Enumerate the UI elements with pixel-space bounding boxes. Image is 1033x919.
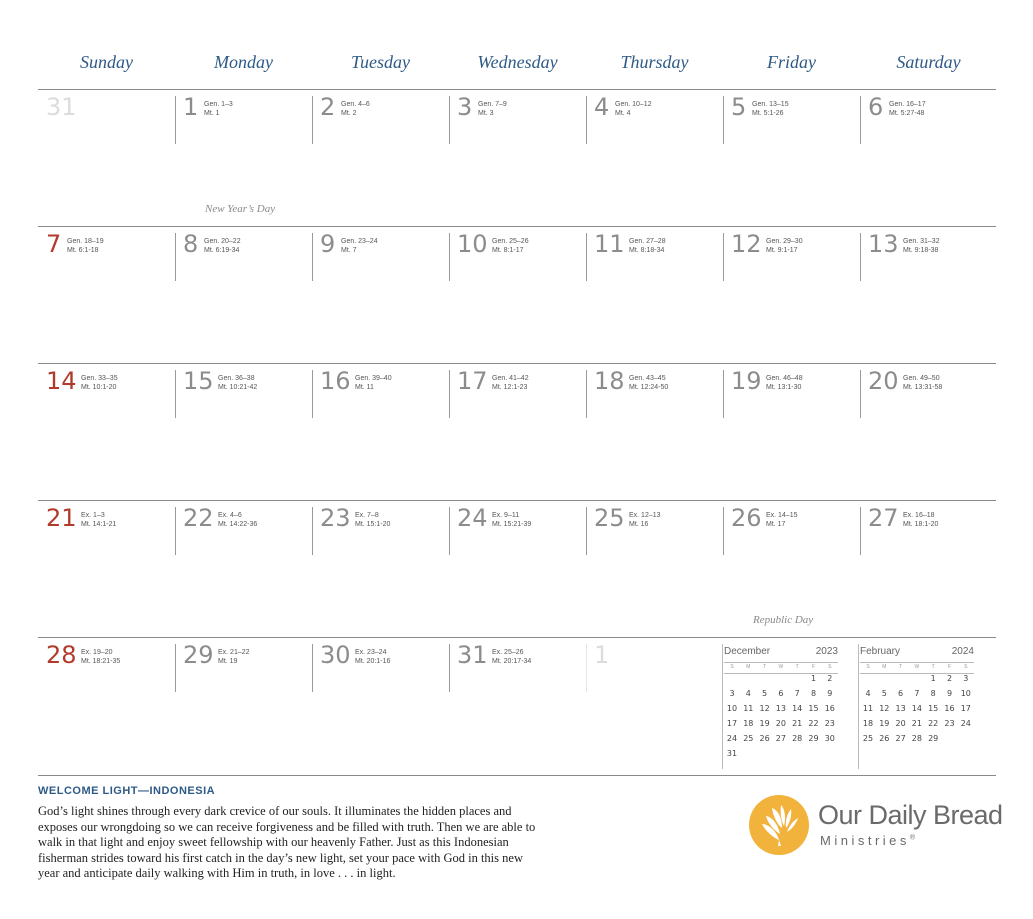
reading-ot: Gen. 27–28: [629, 238, 666, 245]
reading-ot: Gen. 29–30: [766, 238, 803, 245]
day-number: 12: [731, 230, 762, 258]
mini-day: 16: [944, 704, 955, 713]
cell-divider: [723, 507, 724, 555]
mini-weekday: S: [964, 664, 968, 670]
reading-ot: Gen. 41–42: [492, 375, 529, 382]
cell-divider: [586, 96, 587, 144]
mini-day: 7: [914, 689, 920, 698]
mini-day: 4: [865, 689, 871, 698]
mini-day: 19: [879, 719, 890, 728]
mini-day: 29: [928, 734, 939, 743]
mini-day: 26: [879, 734, 890, 743]
cell-divider: [723, 96, 724, 144]
day-cell: [723, 227, 860, 364]
day-number: 5: [731, 93, 747, 121]
bible-reading: [204, 237, 241, 255]
reading-ot: Ex. 19–20: [81, 649, 113, 656]
cell-divider: [312, 370, 313, 418]
reading-nt: Mt. 6:19-34: [204, 247, 240, 254]
mini-day: 13: [775, 704, 786, 713]
mini-calendar-february: [860, 644, 974, 764]
reading-ot: Gen. 23–24: [341, 238, 378, 245]
day-cell: [449, 638, 586, 775]
reading-nt: Mt. 19: [218, 658, 238, 665]
mini-day: 24: [960, 719, 971, 728]
mini-weekday: M: [746, 664, 751, 670]
day-number: 31: [457, 641, 488, 669]
bible-reading: [478, 100, 507, 118]
cell-divider: [175, 507, 176, 555]
bible-reading: [218, 648, 250, 666]
reading-nt: Mt. 15:1-20: [355, 521, 391, 528]
bible-reading: [355, 648, 390, 666]
reading-ot: Gen. 7–9: [478, 101, 507, 108]
weekday-thursday: Thursday: [620, 52, 689, 72]
bible-reading: [81, 648, 120, 666]
cell-divider: [449, 233, 450, 281]
day-cell: [860, 501, 997, 638]
mini-day: 9: [946, 689, 953, 698]
reading-ot: Gen. 16–17: [889, 101, 926, 108]
bible-reading: [903, 237, 940, 255]
mini-calendar-divider: [722, 644, 723, 769]
bible-reading: [629, 237, 666, 255]
day-number: 21: [46, 504, 77, 532]
reading-nt: Mt. 15:21-39: [492, 521, 532, 528]
mini-day: 10: [960, 689, 971, 698]
mini-day: 15: [808, 704, 819, 713]
mini-day: 8: [810, 689, 817, 698]
logo-name: Our Daily Bread: [818, 800, 1003, 830]
day-cell: [723, 90, 860, 227]
day-number: 4: [594, 93, 610, 121]
day-number: 11: [594, 230, 625, 258]
day-number: 1: [183, 93, 199, 121]
reading-nt: Mt. 14:22-36: [218, 521, 258, 528]
mini-day: 22: [808, 719, 819, 728]
mini-day: 9: [827, 689, 833, 698]
mini-day: 27: [775, 734, 786, 743]
bible-reading: [492, 374, 529, 392]
bible-reading: [204, 100, 233, 118]
mini-day: 17: [726, 719, 738, 728]
bible-reading: [629, 511, 661, 529]
holiday-label: Republic Day: [753, 614, 814, 626]
weekday-wednesday: Wednesday: [477, 52, 558, 72]
reading-ot: Gen. 13–15: [752, 101, 789, 108]
mini-day: 5: [881, 689, 887, 698]
mini-weekday: F: [947, 664, 952, 670]
day-number: 14: [46, 367, 77, 395]
mini-day: 2: [827, 674, 833, 683]
mini-day: 18: [743, 719, 754, 728]
mini-weekday: S: [866, 664, 870, 670]
bible-reading: [903, 511, 938, 529]
day-number: 25: [594, 504, 625, 532]
cell-divider: [586, 507, 587, 555]
feature-title: WELCOME LIGHT—INDONESIA: [38, 785, 216, 797]
day-cell: [312, 364, 449, 501]
day-cell: [175, 364, 312, 501]
mini-day: 22: [928, 719, 939, 728]
day-number: 15: [183, 367, 214, 395]
bible-reading: [218, 374, 257, 392]
mini-day: 23: [944, 719, 955, 728]
bible-reading: [766, 237, 803, 255]
reading-ot: Gen. 43–45: [629, 375, 666, 382]
mini-calendar-header: [724, 644, 838, 660]
reading-ot: Gen. 39–40: [355, 375, 392, 382]
reading-ot: Ex. 14–15: [766, 512, 798, 519]
reading-ot: Ex. 9–11: [492, 512, 520, 519]
day-cell: [449, 364, 586, 501]
mini-day: 20: [775, 719, 786, 728]
weekday-sunday: Sunday: [80, 52, 133, 72]
mini-calendar-divider: [858, 644, 859, 769]
bible-reading: [766, 374, 803, 392]
day-cell: [175, 90, 312, 227]
cell-divider: [723, 233, 724, 281]
mini-day: 21: [911, 719, 922, 728]
reading-ot: Gen. 25–26: [492, 238, 529, 245]
day-number: 29: [183, 641, 214, 669]
day-cell: [312, 501, 449, 638]
cell-divider: [449, 507, 450, 555]
bible-reading: [355, 511, 390, 529]
reading-nt: Mt. 8:18-34: [629, 247, 665, 254]
reading-nt: Mt. 9:18-38: [903, 247, 939, 254]
day-number: 24: [457, 504, 488, 532]
day-number: 8: [183, 230, 199, 258]
cell-divider: [312, 233, 313, 281]
day-number: 7: [46, 230, 62, 258]
bible-reading: [492, 237, 529, 255]
day-cell: [38, 90, 175, 227]
day-cell: [586, 90, 723, 227]
mini-day: 23: [824, 719, 835, 728]
mini-day: 13: [895, 704, 906, 713]
reading-nt: Mt. 20:17-34: [492, 658, 532, 665]
day-cell: [586, 638, 723, 775]
cell-divider: [175, 370, 176, 418]
mini-day: 11: [862, 704, 874, 713]
reading-nt: Mt. 10:1-20: [81, 384, 117, 391]
bible-reading: [766, 511, 798, 529]
cell-divider: [312, 507, 313, 555]
day-number: 23: [320, 504, 351, 532]
mini-day: 2: [946, 674, 953, 683]
mini-year: 2024: [951, 646, 974, 657]
day-cell: [312, 227, 449, 364]
mini-day: 27: [895, 734, 906, 743]
cell-divider: [586, 370, 587, 418]
mini-days: [724, 674, 838, 764]
mini-year: 2023: [815, 646, 838, 657]
bible-reading: [629, 374, 668, 392]
day-number: 2: [320, 93, 336, 121]
reading-nt: Mt. 10:21-42: [218, 384, 258, 391]
cell-divider: [860, 233, 861, 281]
mini-weekday-row: [860, 662, 974, 674]
day-cell: [586, 364, 723, 501]
mini-day: 11: [743, 704, 754, 713]
bible-reading: [218, 511, 257, 529]
day-number: 30: [320, 641, 351, 669]
mini-weekday: W: [914, 664, 920, 670]
day-cell: [449, 227, 586, 364]
cell-divider: [723, 370, 724, 418]
bible-reading: [903, 374, 942, 392]
reading-ot: Gen. 4–6: [341, 101, 370, 108]
reading-ot: Ex. 23–24: [355, 649, 387, 656]
weekday-saturday: Saturday: [896, 52, 961, 72]
day-cell: [860, 364, 997, 501]
bible-reading: [752, 100, 789, 118]
reading-ot: Ex. 12–13: [629, 512, 661, 519]
reading-ot: Ex. 16–18: [903, 512, 935, 519]
day-cell: [312, 638, 449, 775]
day-number: 13: [868, 230, 899, 258]
registered-mark: ®: [909, 834, 916, 842]
day-number: 31: [46, 93, 77, 121]
logo-subtitle: [820, 833, 915, 848]
mini-weekday: T: [795, 664, 799, 670]
mini-day: 18: [862, 719, 874, 728]
reading-nt: Mt. 12:24-50: [629, 384, 669, 391]
day-cell: [38, 501, 175, 638]
reading-nt: Mt. 2: [341, 110, 357, 117]
day-number: 10: [457, 230, 488, 258]
day-cell: [175, 227, 312, 364]
reading-ot: Gen. 33–35: [81, 375, 118, 382]
bible-reading: [341, 237, 378, 255]
mini-day: 6: [898, 689, 904, 698]
mini-day: 1: [810, 674, 817, 683]
bible-reading: [341, 100, 370, 118]
reading-ot: Ex. 21–22: [218, 649, 250, 656]
mini-day: 31: [726, 749, 738, 758]
day-number: 18: [594, 367, 625, 395]
reading-nt: Mt. 4: [615, 110, 631, 117]
day-number: 3: [457, 93, 473, 121]
cell-divider: [860, 507, 861, 555]
reading-nt: Mt. 18:21-35: [81, 658, 121, 665]
mini-day: 14: [792, 704, 803, 713]
day-cell: [175, 501, 312, 638]
cell-divider: [860, 370, 861, 418]
mini-day: 6: [778, 689, 784, 698]
reading-nt: Mt. 18:1-20: [903, 521, 939, 528]
wheat-logo-icon: [748, 794, 810, 856]
mini-day: 7: [794, 689, 800, 698]
mini-day: 14: [911, 704, 922, 713]
day-number: 17: [457, 367, 488, 395]
cell-divider: [586, 233, 587, 281]
feature-text: God’s light shines through every dark crevice of our souls. It illuminates the hidden places and exposes our wrongdoing so we can receive forgiveness and be filled with truth. Then we are able to walk in that light and enjoy sweet fellowship with our heavenly Father. Just as this Indonesian fisherman strides toward his first catch in the day’s new light, set your pace with God in this new year and anticipate daily walking with Him in truth, in love . . . in light.: [38, 804, 536, 880]
mini-day: 10: [726, 704, 738, 713]
day-cell: [449, 90, 586, 227]
mini-day: 28: [792, 734, 803, 743]
reading-nt: Mt. 5:27-48: [889, 110, 925, 117]
mini-weekday-row: [724, 662, 838, 674]
cell-divider: [449, 370, 450, 418]
bible-reading: [889, 100, 926, 118]
cell-divider: [175, 644, 176, 692]
day-cell: [723, 501, 860, 638]
day-cell: [860, 90, 997, 227]
mini-weekday: T: [899, 664, 903, 670]
mini-weekday: S: [730, 664, 734, 670]
day-number: 6: [868, 93, 884, 121]
bible-reading: [615, 100, 652, 118]
reading-nt: Mt. 17: [766, 521, 786, 528]
cell-divider: [175, 233, 176, 281]
mini-day: 8: [930, 689, 936, 698]
day-number: 26: [731, 504, 762, 532]
bible-reading: [492, 511, 531, 529]
bible-reading: [81, 374, 118, 392]
publisher-logo: [748, 794, 1003, 864]
bible-reading: [67, 237, 104, 255]
reading-nt: Mt. 20:1-16: [355, 658, 391, 665]
weekday-friday: Friday: [767, 52, 816, 72]
reading-nt: Mt. 8:1-17: [492, 247, 524, 254]
mini-day: 3: [729, 689, 735, 698]
mini-day: 12: [879, 704, 890, 713]
cell-divider: [449, 644, 450, 692]
bible-reading: [355, 374, 392, 392]
mini-day: 1: [930, 674, 936, 683]
mini-day: 16: [824, 704, 835, 713]
holiday-label: New Year’s Day: [205, 203, 276, 215]
mini-weekday: S: [828, 664, 832, 670]
cell-divider: [586, 644, 587, 692]
mini-calendar-header: [860, 644, 974, 660]
weekday-header: [38, 52, 996, 88]
cell-divider: [449, 96, 450, 144]
day-number: 1: [594, 641, 610, 669]
weekday-monday: Monday: [214, 52, 273, 72]
logo-subtitle-text: Ministries: [820, 833, 910, 848]
day-cell: [860, 227, 997, 364]
reading-ot: Gen. 31–32: [903, 238, 940, 245]
mini-weekday: M: [882, 664, 887, 670]
reading-ot: Ex. 25–26: [492, 649, 524, 656]
day-number: 9: [320, 230, 336, 258]
mini-day: 17: [960, 704, 971, 713]
reading-nt: Mt. 12:1-23: [492, 384, 528, 391]
day-number: 19: [731, 367, 762, 395]
reading-nt: Mt. 5:1-26: [752, 110, 784, 117]
mini-day: 4: [745, 689, 751, 698]
day-cell: [38, 227, 175, 364]
day-cell: [586, 501, 723, 638]
day-number: 28: [46, 641, 77, 669]
day-cell: [38, 638, 175, 775]
reading-nt: Mt. 6:1-18: [67, 247, 99, 254]
reading-nt: Mt. 13:1-30: [766, 384, 802, 391]
reading-ot: Gen. 36–38: [218, 375, 255, 382]
mini-day: 21: [792, 719, 803, 728]
day-cell: [723, 364, 860, 501]
reading-ot: Gen. 10–12: [615, 101, 652, 108]
mini-calendar-december: [724, 644, 838, 764]
mini-day: 29: [808, 734, 819, 743]
day-cell: [175, 638, 312, 775]
day-number: 20: [868, 367, 899, 395]
reading-nt: Mt. 9:1-17: [766, 247, 798, 254]
mini-day: 25: [743, 734, 754, 743]
reading-ot: Ex. 1–3: [81, 512, 105, 519]
mini-day: 15: [928, 704, 939, 713]
day-cell: [449, 501, 586, 638]
mini-day: 26: [759, 734, 770, 743]
mini-weekday: W: [778, 664, 784, 670]
day-number: 22: [183, 504, 214, 532]
mini-days: [860, 674, 974, 764]
mini-day: 25: [862, 734, 874, 743]
mini-day: 30: [824, 734, 835, 743]
mini-weekday: T: [763, 664, 767, 670]
reading-nt: Mt. 11: [355, 384, 374, 391]
mini-day: 19: [759, 719, 770, 728]
mini-month-name: February: [860, 646, 901, 657]
cell-divider: [175, 96, 176, 144]
reading-ot: Gen. 18–19: [67, 238, 104, 245]
mini-month-name: December: [724, 646, 771, 657]
bottom-divider: [38, 775, 996, 776]
day-cell: [312, 90, 449, 227]
reading-nt: Mt. 7: [341, 247, 357, 254]
mini-weekday: T: [931, 664, 935, 670]
reading-ot: Gen. 46–48: [766, 375, 803, 382]
reading-ot: Gen. 49–50: [903, 375, 940, 382]
reading-ot: Ex. 4–6: [218, 512, 242, 519]
reading-nt: Mt. 16: [629, 521, 649, 528]
day-cell: [38, 364, 175, 501]
cell-divider: [860, 96, 861, 144]
cell-divider: [312, 644, 313, 692]
reading-nt: Mt. 1: [204, 110, 220, 117]
cell-divider: [312, 96, 313, 144]
weekday-tuesday: Tuesday: [350, 52, 410, 72]
reading-nt: Mt. 14:1-21: [81, 521, 117, 528]
mini-day: 3: [963, 674, 969, 683]
bible-reading: [81, 511, 116, 529]
mini-day: 20: [895, 719, 906, 728]
reading-nt: Mt. 3: [478, 110, 494, 117]
mini-weekday: F: [811, 664, 816, 670]
reading-ot: Gen. 1–3: [204, 101, 233, 108]
day-number: 16: [320, 367, 351, 395]
mini-day: 28: [911, 734, 922, 743]
bible-reading: [492, 648, 531, 666]
mini-day: 12: [759, 704, 770, 713]
reading-ot: Ex. 7–8: [355, 512, 379, 519]
mini-day: 5: [762, 689, 768, 698]
mini-day: 24: [726, 734, 738, 743]
day-number: 27: [868, 504, 899, 532]
day-cell: [586, 227, 723, 364]
reading-nt: Mt. 13:31-58: [903, 384, 943, 391]
reading-ot: Gen. 20–22: [204, 238, 241, 245]
